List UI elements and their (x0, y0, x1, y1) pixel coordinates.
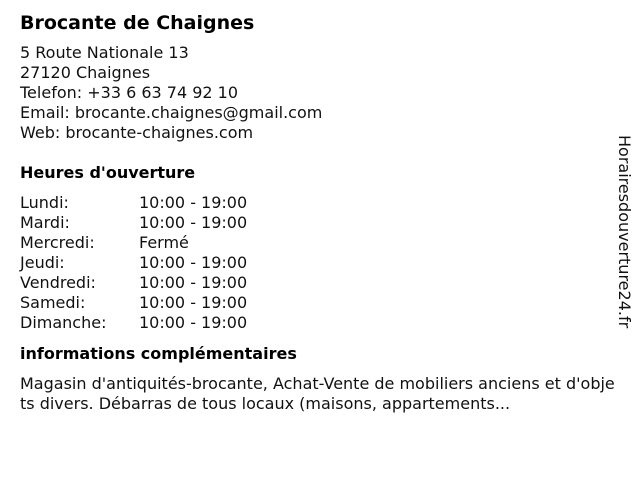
day-label: Samedi: (20, 293, 86, 312)
time-value: 10:00 - 19:00 (139, 273, 248, 292)
hours-row-friday (20, 273, 610, 293)
hours-row-saturday (20, 293, 610, 313)
street-address: 5 Route Nationale 13 (20, 43, 189, 62)
hours-row-thursday (20, 253, 610, 273)
site-watermark (612, 135, 636, 355)
time-value: 10:00 - 19:00 (139, 213, 248, 232)
day-label: Mardi: (20, 213, 70, 232)
opening-hours-table (20, 193, 610, 333)
hours-heading: Heures d'ouverture (20, 163, 196, 182)
time-value: 10:00 - 19:00 (139, 193, 248, 212)
time-value: 10:00 - 19:00 (139, 313, 248, 332)
day-label: Vendredi: (20, 273, 96, 292)
business-name: Brocante de Chaignes (20, 12, 255, 34)
day-label: Lundi: (20, 193, 69, 212)
time-value: 10:00 - 19:00 (139, 293, 248, 312)
day-label: Dimanche: (20, 313, 107, 332)
hours-row-wednesday (20, 233, 610, 253)
contact-block (20, 43, 610, 143)
watermark-text: Horairesdouverture24.fr (615, 135, 634, 329)
website: Web: brocante-chaignes.com (20, 123, 254, 142)
phone-number: Telefon: +33 6 63 74 92 10 (20, 83, 239, 102)
hours-row-sunday (20, 313, 610, 333)
hours-row-tuesday (20, 213, 610, 233)
email-address: Email: brocante.chaignes@gmail.com (20, 103, 323, 122)
day-label: Jeudi: (20, 253, 65, 272)
day-label: Mercredi: (20, 233, 95, 252)
business-description: Magasin d'antiquités-brocante, Achat-Vente de mobiliers anciens et d'objets divers. Débarras de tous locaux (maisons, appartements... (20, 374, 615, 413)
city-postal: 27120 Chaignes (20, 63, 151, 82)
business-card (20, 10, 615, 414)
time-value: Fermé (139, 233, 189, 252)
hours-row-monday (20, 193, 610, 213)
time-value: 10:00 - 19:00 (139, 253, 248, 272)
info-heading: informations complémentaires (20, 344, 297, 363)
